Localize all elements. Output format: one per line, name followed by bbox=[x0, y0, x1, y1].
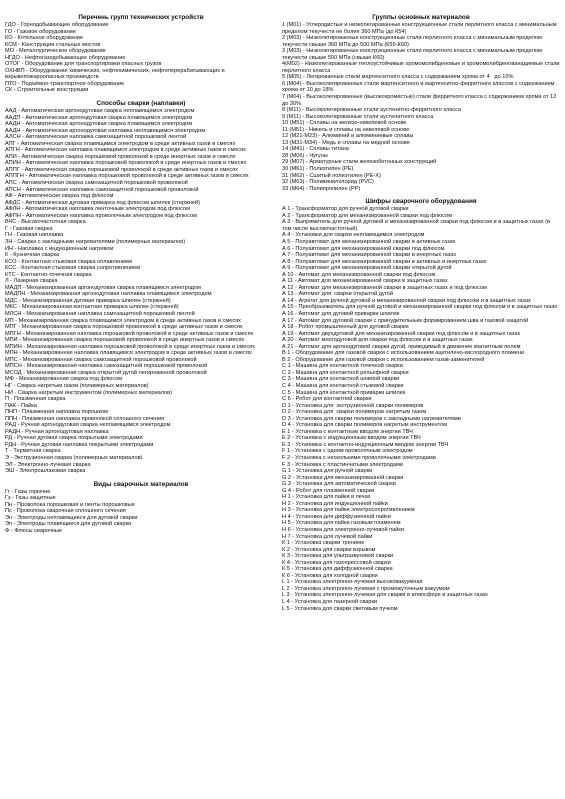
list-item: МПГН - Механизированная наплавка порошковой проволокой в среде активных газов и смесях bbox=[5, 330, 254, 337]
list-item: ААДН - Автоматическая аргонодуговая наплавка неплавящимся электродом bbox=[5, 127, 206, 134]
list-item: ГДО - Горнодобывающее оборудование bbox=[5, 22, 109, 28]
list-item: А 13 - Автомат для сварки открытой дугой bbox=[282, 291, 393, 298]
list-item: 9 (М11) - Высоколегированные стали аустенитного класса bbox=[282, 113, 434, 120]
list-item: Э - Экструзионная сварка (полимерных материалов) bbox=[5, 455, 143, 461]
left-column bbox=[5, 14, 277, 540]
list-item: Эн - Электроды неплавящиеся для дуговой сварки bbox=[5, 514, 138, 521]
list-item: Эп - Электроды плавящиеся для дуговой сварки bbox=[5, 521, 132, 528]
list-item: П - Плазменная сварка bbox=[5, 396, 66, 403]
list-item: D 1 - Установка для экструзионной сварки полимеров bbox=[282, 402, 424, 409]
list-item: 6 (М04) - Высоколегированные стали мартенситного и мартенситно-ферритного классов с содержанием хрома от 10 до 18% bbox=[282, 80, 557, 94]
list-item: КТС - Контактно-точечная сварка bbox=[5, 271, 92, 278]
list-item: 5 (М05) - Легированные стали мартенситного класса с содержанием хрома от 4 до 10% bbox=[282, 74, 514, 81]
right-section-1 bbox=[282, 198, 560, 612]
list-item: А 4 - Установки для сварки неплавящимся электродом bbox=[282, 232, 425, 239]
list-item: ГО - Газовое оборудование bbox=[5, 28, 76, 35]
list-item: Гз - Газы защитные bbox=[5, 495, 56, 502]
list-item: К 3 - Установка для ультразвуковой сварки bbox=[282, 553, 394, 560]
list-item: А 1 - Трансформатор для ручной дуговой сварки bbox=[282, 206, 409, 213]
list-item: НИ - Сварка нагретым инструментом (полимерных материалов) bbox=[5, 389, 172, 396]
list-item: А 5 - Полуавтомат для механизированной сварки в активных газах bbox=[282, 238, 456, 245]
list-item: Н 1 - Установка для пайки в печах bbox=[282, 494, 371, 501]
list-item: Н 4 - Установка для диффузионной пайки bbox=[282, 513, 391, 520]
list-item: А 16 - Автомат для дуговой приварки шпилек bbox=[282, 310, 400, 317]
list-item: 29 (М07) - Арматурные стали железобетонных конструкций bbox=[282, 159, 437, 166]
left-section-0 bbox=[5, 14, 277, 94]
list-item: СК - Строительные конструкции bbox=[5, 87, 89, 94]
list-item: МСОД - Механизированная сварка открытой дугой легированной проволокой bbox=[5, 369, 207, 376]
list-item: L 4 - Установка для лазерной сварки bbox=[282, 599, 378, 606]
list-item: ПТО - Подъёмно-транспортное оборудование bbox=[5, 80, 125, 87]
list-item: А 20 - Автомат многодуговой для сварки под флюсом и в защитных газах bbox=[282, 337, 473, 344]
list-item: 3 (М03) - Низколегированные конструкционные стали перлитного класса с минимальным пределом текучести свыше 500 МПа (свыше К60) bbox=[282, 48, 544, 61]
list-item: L 3 - Установка электронно-лучевая для сварки в атмосфере и защитных газах bbox=[282, 592, 488, 599]
section-heading: Виды сварочных материалов bbox=[93, 480, 189, 488]
section-heading: Перечень групп технических устройств bbox=[78, 14, 204, 21]
list-item: Е 2 - Установка с индукционным вводом энергии ТВЧ bbox=[282, 435, 421, 442]
list-item: Л - Лазерная сварка bbox=[5, 278, 58, 285]
list-item: МПИ - Механизированная сварка порошковой проволокой в среде инертных газов и смесях bbox=[5, 337, 245, 344]
list-item: АПИ - Автоматическая сварка порошковой проволокой в среде инертных газов и смесях bbox=[5, 153, 236, 160]
list-item: Н 6 - Установка для электронно-лучевой пайки bbox=[282, 527, 404, 534]
list-item: L 2 - Установка электронно-лучевая с промежуточным вакуумом bbox=[282, 585, 450, 592]
list-item: 4(М02) - Низколегированные теплоустойчивые хромомолибденовые и хромомолибденованадиевые стали перлитного класса bbox=[282, 61, 562, 74]
list-item: С 4 - Машина для контактной стыковой сварки bbox=[282, 382, 404, 389]
list-item: ААД - Автоматическая аргонодуговая сварка неплавящимся электродом bbox=[5, 108, 195, 115]
list-item: В 2 - Оборудование для газовой сварки с использованием газов-заменителей bbox=[282, 356, 485, 363]
list-item: НГДО - Нефтегазодобывающее оборудование bbox=[5, 54, 126, 61]
list-item: МПН - Механизированная наплавка плавящимся электродом в среде активных газов и смесях bbox=[5, 350, 252, 357]
list-item: D 2 - Установка для сварки полимеров нагретым газом bbox=[282, 409, 427, 416]
list-item: ПНП - Плазменная наплавка порошком bbox=[5, 409, 108, 416]
list-item: ИН - Наплавка с индукционным нагревом bbox=[5, 245, 114, 252]
list-item: ЭЛ - Электронно-лучевая сварка bbox=[5, 461, 91, 468]
list-item: А 3 - Выпрямитель для ручной дуговой и механизированной сварки под флюсом и в защитных газах (в том числе высокочастотный) bbox=[282, 219, 552, 232]
list-item: АПСН - Автоматическая наплавка самозащитной порошковой проволокой bbox=[5, 186, 199, 193]
list-item: А 12 - Автомат для механизированной сварки в защитных газах и под флюсом bbox=[282, 284, 487, 291]
list-item: 10 (М51) - Сплавы на железо-никелевой основе bbox=[282, 120, 407, 127]
left-section-2 bbox=[5, 481, 277, 535]
list-item: G 4 - Робот для плазменной сварки bbox=[282, 487, 375, 494]
list-item: С 1 - Машина для контактной точечной сварки bbox=[282, 363, 403, 370]
list-item: А 21 - Автомат для аргонодуговой сварки дугой, приводимый в движение магнитным полем bbox=[282, 343, 521, 350]
list-item: С 3 - Машина для контактной шовной сварки bbox=[282, 376, 400, 383]
list-item: НГ - Сварка нагретым газом (полимерных материалов) bbox=[5, 382, 149, 389]
list-item: ОХНВП - Оборудование химических, нефтехимических, нефтеперерабатывающих и взрывопожароопасных производств bbox=[5, 67, 227, 81]
list-item: А 17 - Автомат для дуговой сварки с принудительным формированием шва и газовой защитой bbox=[282, 317, 529, 324]
list-item: 1 (М01) - Углеродистые и низколегированные конструкционные стали перлитного класса с минимальным пределом текучести не более 360 МПа (до К54) bbox=[282, 22, 559, 35]
list-item: А 19 - Автомат двухдуговой для механизированной сварки под флюсом и в защитных газах bbox=[282, 330, 521, 337]
list-item: А 9 - Полуавтомат для механизированной сварки открытой дугой bbox=[282, 265, 452, 272]
list-item: А 8 - Полуавтомат для механизированной сварки в активных и инертных газах bbox=[282, 258, 487, 265]
list-item: МАДПН - Механизированная аргонодуговая наплавка плавящимся электродом bbox=[5, 291, 212, 298]
list-item: МАДП - Механизированная аргонодуговая сварка плавящимся электродом bbox=[5, 284, 201, 291]
list-item: А 10 - Автомат для механизированной сварки под флюсом bbox=[282, 271, 436, 278]
list-item: МПГ - Механизированная сварка порошковой проволокой в среде активных газов и смесях bbox=[5, 324, 243, 331]
list-item: ОТОГ - Оборудование для транспортировки опасных грузов bbox=[5, 61, 162, 68]
list-item: 8 (М11) - Высоколегированные стали аустенитно-ферритного класса bbox=[282, 107, 462, 114]
list-item: 13 (М31-М34) - Медь и сплавы на медной основе bbox=[282, 139, 410, 146]
list-item: G 2 - Установка для механизированной сварки bbox=[282, 474, 404, 481]
list-item: С 5 - Машина для контактной приварки шпилек bbox=[282, 389, 406, 396]
section-heading: Группы основных материалов bbox=[372, 14, 470, 21]
list-item: ГН - Газовая наплавка bbox=[5, 232, 64, 239]
list-item: КСС - Контактная стыковая сварка сопротивлением bbox=[5, 265, 141, 272]
section-heading: Способы сварки (наплавки) bbox=[96, 100, 186, 108]
list-item: МДС - Механизированная дуговая приварка шпилек (стержней) bbox=[5, 297, 171, 304]
list-item: РАД - Ручная аргонодуговая сварка неплавящимся электродом bbox=[5, 422, 171, 429]
list-item: Н 7 - Установка для лучевой пайки bbox=[282, 533, 373, 540]
list-item: К 2 - Установка для сварки взрывом bbox=[282, 546, 376, 553]
list-item: D 4 - Установка для сварки полимеров нагретым инструментом bbox=[282, 422, 448, 429]
list-item: АПИН - Автоматическая наплавка порошковой проволокой в среде инертных газов и смесях bbox=[5, 160, 247, 167]
list-item: ААДП - Автоматическая аргонодуговая сварка плавящимся электродом bbox=[5, 114, 193, 121]
list-item: Ф - Флюсы сварочные bbox=[5, 527, 63, 534]
list-item: 11 (М51) - Никель и сплавы на никелевой основе bbox=[282, 126, 410, 133]
list-item: АФПН - Автоматическая наплавка проволочным электродом под флюсом bbox=[5, 212, 197, 219]
list-item: F 1 - Установка с одним проволочным электродом bbox=[282, 448, 413, 455]
left-section-1 bbox=[5, 100, 277, 475]
list-item: КСО - Контактная стыковая сварка оплавлением bbox=[5, 258, 133, 265]
list-item: Н 2 - Установка для индукционной пайки bbox=[282, 500, 388, 507]
section-heading: Шифры сварочного оборудования bbox=[365, 198, 477, 206]
list-item: А 2 - Трансформатор для механизированной сварки под флюсом bbox=[282, 212, 453, 219]
list-item: Т - Термитная сварка bbox=[5, 448, 61, 455]
list-item: АПГН - Автоматическая наплавка плавящимся электродом в среде активных газов и смесях bbox=[5, 147, 246, 154]
list-item: G 3 - Установка для автоматической сварки bbox=[282, 481, 396, 488]
list-item: АФ - Автоматическая сварка под флюсом bbox=[5, 193, 114, 200]
list-item: АФЛН - Автоматическая наплавка ленточным электродом под флюсом bbox=[5, 206, 190, 213]
list-item: МПСН - Механизированная наплавка самозащитной порошковой проволокой bbox=[5, 363, 208, 370]
list-item: КСМ - Конструкции стальных мостов bbox=[5, 41, 101, 48]
list-item: АЛСН - Автоматическая наплавка самозащитной порошковой лентой bbox=[5, 134, 187, 141]
list-item: РДН - Ручная дуговая наплавка покрытыми электродами bbox=[5, 441, 154, 448]
list-item: F 3 - Установка с пластинчатыми электродами bbox=[282, 461, 404, 468]
list-item: МПС - Механизированная сварка самозащитной порошковой проволокой bbox=[5, 356, 197, 363]
list-item: КО - Котельное оборудование bbox=[5, 35, 84, 42]
list-item: Н 3 - Установка для пайки электросопротивлением bbox=[282, 507, 415, 514]
list-item: МКС - Механизированная контактная приварка шпилек (стержней) bbox=[5, 304, 179, 311]
list-item: К 4 - Установка для газопрессовой сварки bbox=[282, 559, 391, 566]
list-item: 31 (М62) - Сшитый полиэтилен (PE-X) bbox=[282, 172, 381, 179]
list-item: ЗН - Сварка с закладными нагревателями (полимерных материалов) bbox=[5, 238, 186, 245]
list-item: А 6 - Полуавтомат для механизированной сварки под флюсом bbox=[282, 245, 445, 252]
list-item: К - Кузнечная сварка bbox=[5, 252, 60, 259]
list-item: 30 (М61) - Полиэтилен (PE) bbox=[282, 166, 354, 173]
list-item: 33 (М64) - Полипропилен (PP) bbox=[282, 185, 361, 192]
list-item: С 6 - Робот для контактной сварки bbox=[282, 396, 372, 403]
list-item: L 1 - Установка электронно-лучевая высоковакуумная bbox=[282, 579, 423, 586]
list-item: D 3 - Установка для сварки полимеров с закладными нагревателями bbox=[282, 415, 461, 422]
list-item: АППГН - Автоматическая наплавка порошковой проволокой в среде активных газов и смесях bbox=[5, 173, 249, 180]
list-item: Пс - Проволока сварочная сплошного сечения bbox=[5, 508, 126, 515]
list-item: ЭШ - Электрошлаковая сварка bbox=[5, 468, 86, 475]
list-item: Пн - Проволока порошковая и ленты порошковые bbox=[5, 501, 135, 508]
list-item: В 1 - Оборудование для газовой сварки с использованием ацетилено-кислородного пламени bbox=[282, 350, 525, 357]
list-item: 2 (М03) - Низколегированные конструкционные стали перлитного класса с минимальным пределом текучести свыше 360 МПа до 500 МПа (К55-К60) bbox=[282, 35, 544, 48]
list-item: ААДН - Автоматическая аргонодуговая сварка плавящимся электродом bbox=[5, 121, 193, 128]
list-item: МО - Металлургическое оборудование bbox=[5, 48, 106, 55]
list-item: К 1 - Установка сварки трением bbox=[282, 540, 364, 547]
list-item: 12 (М21-М23) - Алюминий и алюминиевые сплавы bbox=[282, 133, 414, 140]
right-section-0 bbox=[282, 14, 560, 192]
list-item: 14 (М41) - Сплавы титана bbox=[282, 146, 349, 153]
list-item: ВЧС - Высокочастотная сварка bbox=[5, 219, 86, 226]
list-item: К 6 - Установка для холодной сварки bbox=[282, 572, 378, 579]
list-item: К 5 - Установка для диффузионной сварки bbox=[282, 566, 393, 573]
list-item: Гг - Газы горючие bbox=[5, 488, 51, 495]
list-item: МЛСН - Механизированная наплавка самозащитной порошковой лентой bbox=[5, 310, 195, 317]
right-column bbox=[282, 14, 560, 618]
list-item: АПС - Автоматическая сварка самозащитной порошковой проволокой bbox=[5, 180, 188, 187]
list-item: АФДС - Автоматическая дуговая приварка под флюсом шпилек (стержней) bbox=[5, 199, 201, 206]
list-item: МФ - Механизированная сварка под флюсом bbox=[5, 376, 123, 383]
list-item: Е 3 - Установка с контактно-индукционным вводом энергии ТВЧ bbox=[282, 441, 449, 448]
list-item: А 11 - Автомат для механизированной сварки в защитных газах bbox=[282, 278, 448, 285]
list-item: 7 (М04) - Высоколегированные (высокохромистые) стали ферритного класса с содержанием хрома от 12 до 30% bbox=[282, 94, 558, 107]
list-item: А 18 - Робот промышленный для дуговой сварки bbox=[282, 324, 409, 331]
list-item: АППГ - Автоматическая сварка порошковой проволокой в среде активных газов и смесях bbox=[5, 166, 238, 173]
list-item: А 7 - Полуавтомат для механизированной сварки в инертных газах bbox=[282, 252, 457, 259]
list-item: Е 1 - Установка с контактным вводом энергии ТВЧ bbox=[282, 428, 413, 435]
list-item: L 5 - Установка для сварки световым пучком bbox=[282, 605, 398, 612]
list-item: РАДН - Ручная аргонодуговая наплавка bbox=[5, 428, 109, 435]
list-item: Г - Газовая сварка bbox=[5, 225, 53, 232]
list-item: G 1 - Установка для ручной сварки bbox=[282, 468, 373, 475]
list-item: С 2 - Машина для контактной рельефной сварки bbox=[282, 369, 409, 376]
list-item: А 15 - Преобразователь для ручной дуговой и механизированной сварки под флюсом и в защитных газах bbox=[282, 304, 558, 311]
list-item: ПАК - Пайка bbox=[5, 402, 37, 409]
list-item: А 14 - Агрегат для ручной дуговой и механизированной сварки под флюсом и в защитных газах bbox=[282, 297, 531, 304]
list-item: РД - Ручная дуговая сварка покрытыми электродами bbox=[5, 435, 143, 442]
list-item: 32 (М63) - Поливинилхлорид (PVC) bbox=[282, 179, 374, 186]
list-item: ППН - Плазменная наплавка проволокой сплошного сечения bbox=[5, 415, 164, 422]
list-item: АПГ - Автоматическая сварка плавящимся электродом в среде активных газов и смесях bbox=[5, 140, 236, 147]
list-item: Н 5 - Установка для пайки газовым пламенем bbox=[282, 520, 401, 527]
list-item: МПИН - Механизированная наплавка порошковой проволокой в среде инертных газов и смесях bbox=[5, 343, 255, 350]
list-item: F 2 - Установка с несколькими проволочными электродами bbox=[282, 455, 436, 461]
list-item: МП - Механизированная сварка плавящимся электродом в среде активных газов и смесях bbox=[5, 317, 241, 324]
list-item: 28 (М06) - Чугуны bbox=[282, 152, 328, 159]
